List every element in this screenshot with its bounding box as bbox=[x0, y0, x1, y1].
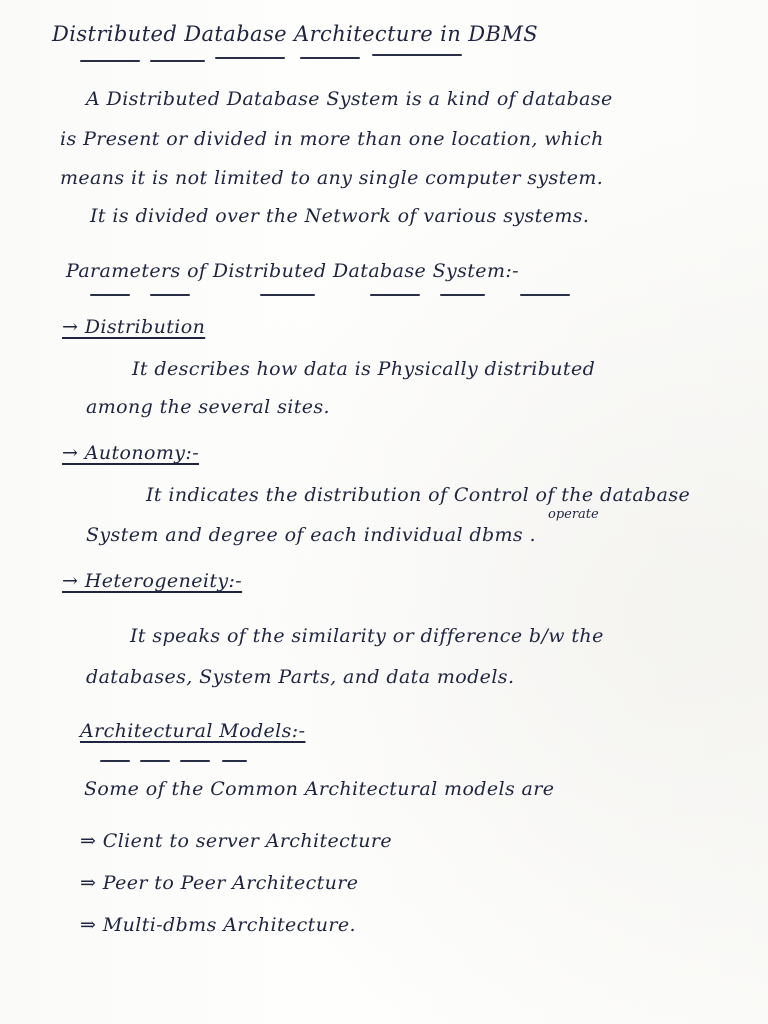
distribution-heading: → Distribution bbox=[62, 316, 206, 338]
title-underline bbox=[215, 57, 285, 59]
page-title: Distributed Database Architecture in DBMS bbox=[52, 22, 539, 46]
autonomy-line: System and degree of each individual dbms . bbox=[86, 524, 536, 546]
intro-line: is Present or divided in more than one location, which bbox=[60, 128, 604, 150]
model-item: ⇒ Client to server Architecture bbox=[80, 830, 392, 852]
autonomy-heading: → Autonomy:- bbox=[62, 442, 200, 464]
heterogeneity-line: It speaks of the similarity or difference b/w the bbox=[130, 625, 604, 647]
parameters-underline bbox=[370, 294, 420, 296]
heterogeneity-line: databases, System Parts, and data models. bbox=[86, 666, 515, 688]
title-underline bbox=[80, 60, 140, 62]
distribution-line: among the several sites. bbox=[86, 396, 330, 418]
intro-line: A Distributed Database System is a kind of database bbox=[86, 88, 613, 110]
intro-line: means it is not limited to any single computer system. bbox=[60, 167, 604, 189]
parameters-underline bbox=[440, 294, 485, 296]
models-underline bbox=[180, 760, 210, 762]
parameters-underline bbox=[520, 294, 570, 296]
models-intro: Some of the Common Architectural models are bbox=[84, 778, 555, 800]
parameters-underline bbox=[150, 294, 190, 296]
title-underline bbox=[150, 60, 205, 62]
autonomy-insertion-note: operate bbox=[548, 507, 599, 522]
title-underline bbox=[372, 54, 462, 56]
models-underline bbox=[222, 760, 247, 762]
parameters-heading: Parameters of Distributed Database System:- bbox=[66, 260, 519, 282]
models-underline bbox=[140, 760, 170, 762]
heterogeneity-heading: → Heterogeneity:- bbox=[62, 570, 243, 592]
autonomy-line: It indicates the distribution of Control of the database bbox=[146, 484, 691, 506]
model-item: ⇒ Peer to Peer Architecture bbox=[80, 872, 359, 894]
parameters-underline bbox=[90, 294, 130, 296]
parameters-underline bbox=[260, 294, 315, 296]
models-underline bbox=[100, 760, 130, 762]
distribution-line: It describes how data is Physically distributed bbox=[132, 358, 596, 380]
intro-line: It is divided over the Network of various systems. bbox=[90, 205, 590, 227]
models-heading: Architectural Models:- bbox=[80, 720, 306, 742]
title-underline bbox=[300, 57, 360, 59]
model-item: ⇒ Multi-dbms Architecture. bbox=[80, 914, 356, 936]
